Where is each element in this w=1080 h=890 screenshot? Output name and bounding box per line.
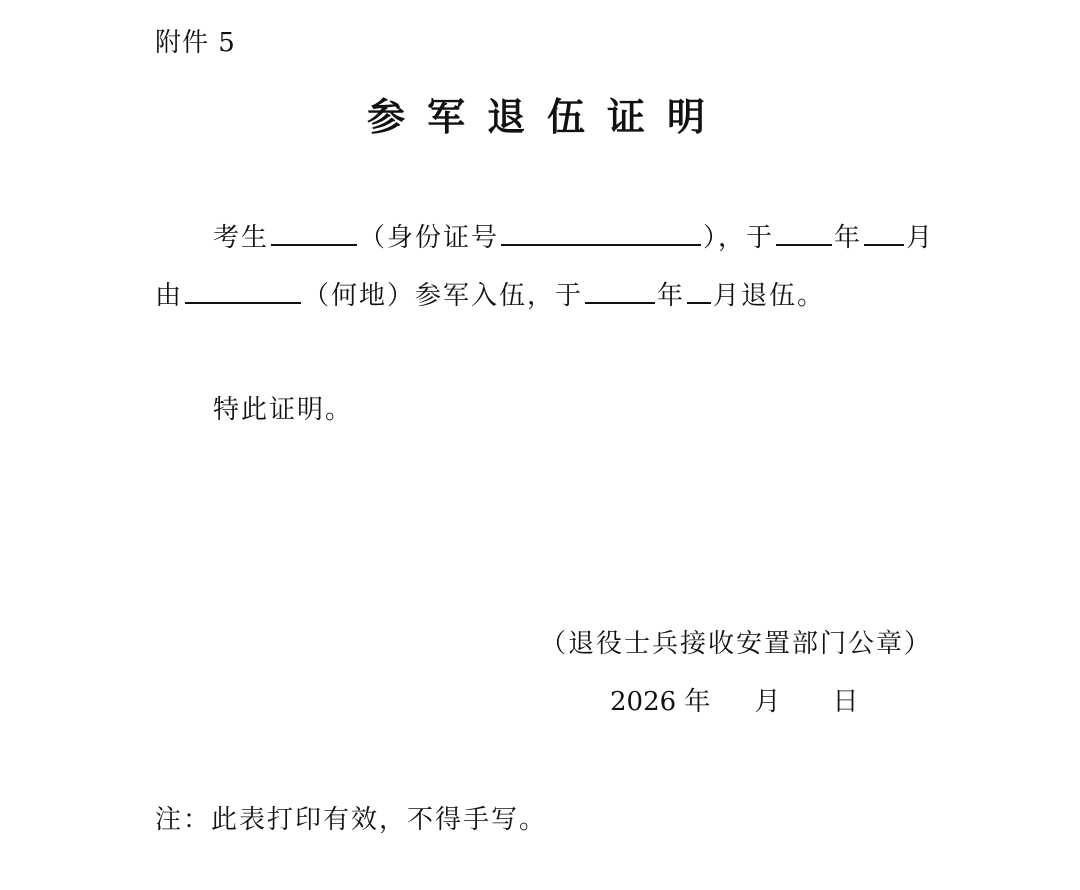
date-month: 月 (754, 687, 781, 717)
body-line-1 (213, 218, 934, 256)
footer-note: 注：此表打印有效，不得手写。 (155, 805, 548, 835)
enlist-month-unit: 月 (906, 223, 935, 253)
enlist-place-label: （何地）参军入伍，于 (303, 281, 584, 311)
discharge-month-blank (687, 276, 711, 304)
date-day: 日 (832, 687, 859, 717)
examinee-label: 考生 (213, 223, 270, 253)
seal-caption: （退役士兵接收安置部门公章） (540, 629, 933, 659)
enlist-year-unit: 年 (834, 223, 863, 253)
document-title: 参军退伍证明 (366, 95, 727, 139)
discharge-year-unit: 年 (657, 281, 686, 311)
discharge-year-blank (585, 276, 655, 304)
from-label: 由 (155, 281, 184, 311)
attachment-label: 附件 5 (155, 28, 236, 58)
examinee-name-blank (271, 218, 357, 246)
closing-statement: 特此证明。 (213, 395, 354, 425)
issue-date (610, 684, 858, 720)
enlist-month-blank (864, 218, 904, 246)
enlist-date-label: ），于 (703, 223, 775, 253)
id-number-label: （身份证号 (359, 223, 500, 253)
date-year: 2026 年 (610, 687, 711, 717)
id-number-blank (501, 218, 701, 246)
enlist-place-blank (185, 276, 301, 304)
discharge-month-unit: 月退伍。 (713, 281, 826, 311)
body-line-2 (155, 276, 825, 314)
enlist-year-blank (776, 218, 832, 246)
